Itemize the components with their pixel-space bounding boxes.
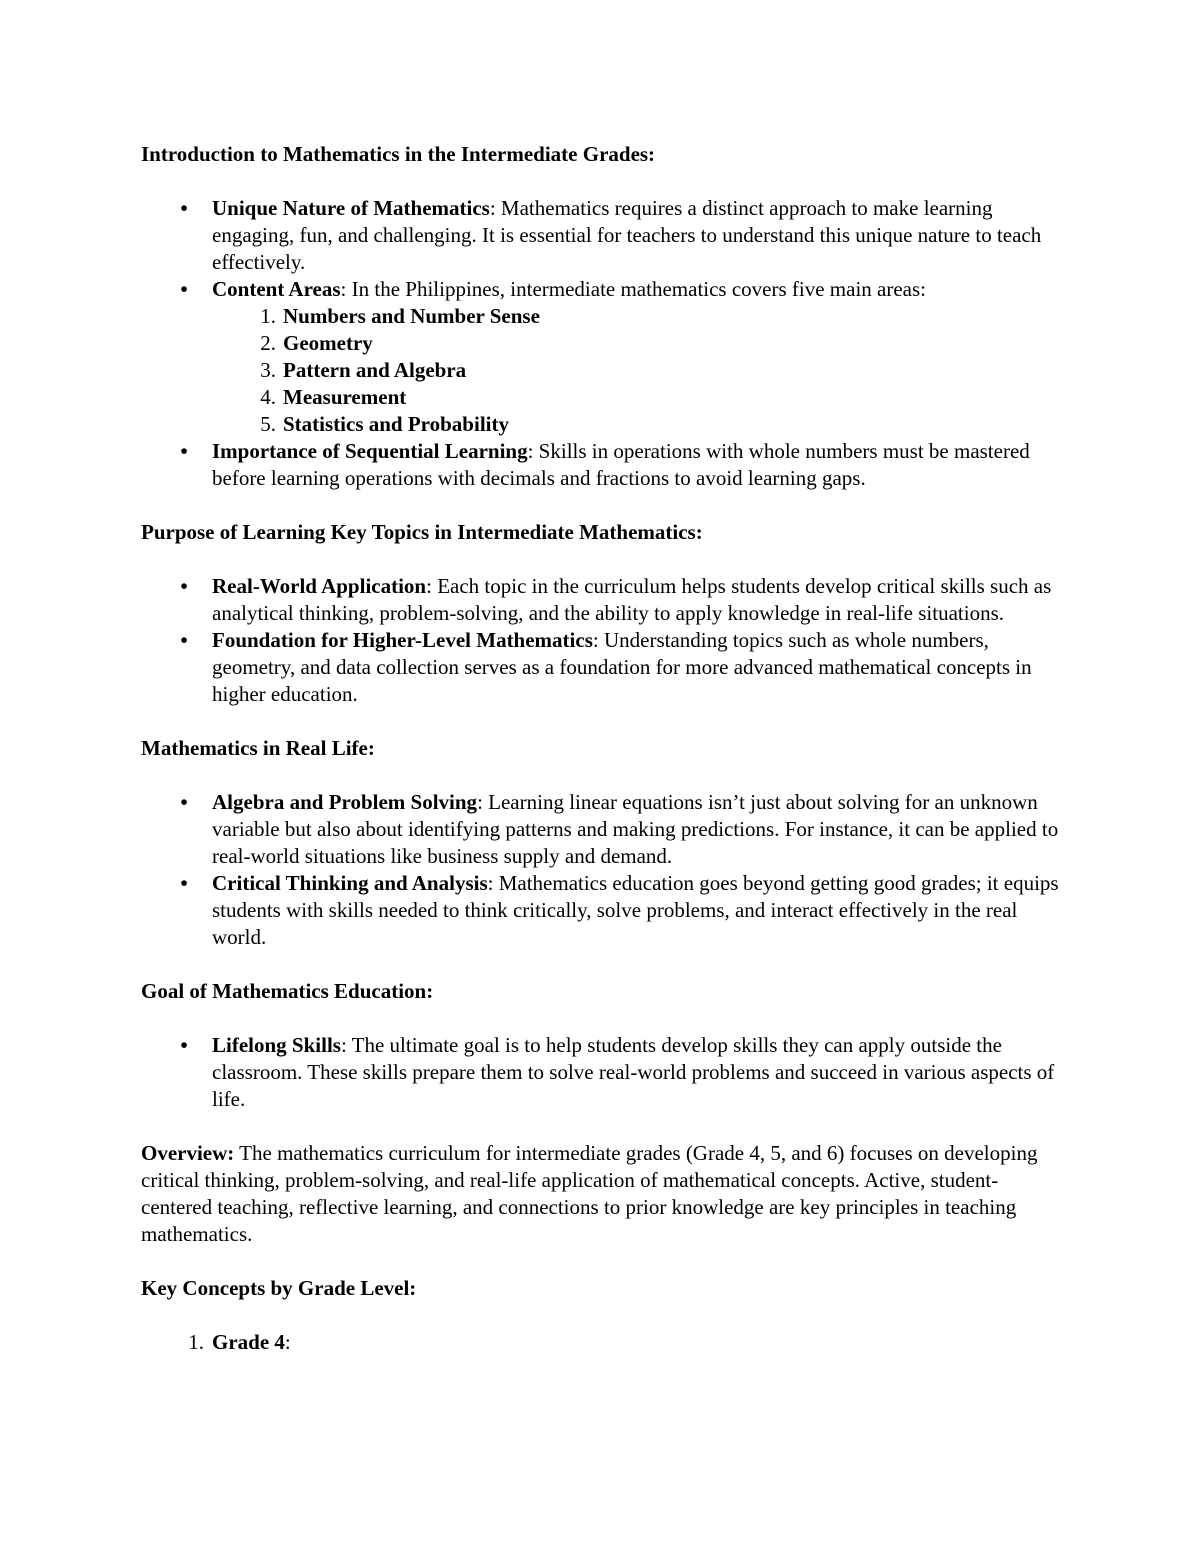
item-term: Algebra and Problem Solving xyxy=(212,790,478,814)
list-item xyxy=(141,627,1061,708)
item-text: : Each topic in the curriculum helps students develop critical skills such as analytical thinking, problem-solving, and the ability to apply knowledge in real-life situations. xyxy=(212,574,1052,625)
item-term: Lifelong Skills xyxy=(212,1033,341,1057)
bullet-list xyxy=(141,789,1061,951)
item-label: Pattern and Algebra xyxy=(283,358,467,382)
item-text: : Learning linear equations isn’t just about solving for an unknown variable but also about identifying patterns and making predictions. For instance, it can be applied to real-world situations like business supply and demand. xyxy=(212,790,1059,868)
bullet-icon: • xyxy=(180,871,188,895)
bullet-icon: • xyxy=(180,196,188,220)
item-number: 2. xyxy=(260,331,276,355)
item-label: Statistics and Probability xyxy=(283,412,509,436)
bullet-icon: • xyxy=(180,628,188,652)
item-term: Critical Thinking and Analysis xyxy=(212,871,488,895)
item-number: 1. xyxy=(260,304,276,328)
section-heading: Mathematics in Real Life: xyxy=(141,736,375,760)
section-heading: Introduction to Mathematics in the Intermediate Grades: xyxy=(141,142,656,166)
bullet-icon: • xyxy=(180,1033,188,1057)
item-suffix: : xyxy=(284,1330,291,1354)
item-label: Numbers and Number Sense xyxy=(283,304,540,328)
list-item xyxy=(141,573,1061,627)
item-term: Real-World Application xyxy=(212,574,427,598)
bullet-list xyxy=(141,573,1061,708)
list-item xyxy=(141,789,1061,870)
bullet-icon: • xyxy=(180,790,188,814)
list-item xyxy=(141,438,1061,492)
item-label: Measurement xyxy=(283,385,407,409)
overview-text: The mathematics curriculum for intermediate grades (Grade 4, 5, and 6) focuses on developing critical thinking, problem-solving, and real-life application of mathematical concepts. Active, student-centered teaching, reflective learning, and connections to prior knowledge are key principles in teaching mathematics. xyxy=(141,1141,1038,1246)
list-item xyxy=(212,303,1061,330)
item-label: Grade 4 xyxy=(212,1330,285,1354)
item-text: : Mathematics education goes beyond getting good grades; it equips students with skills needed to think critically, solve problems, and interact effectively in the real world. xyxy=(212,871,1059,949)
list-item xyxy=(141,276,1061,438)
bullet-icon: • xyxy=(180,574,188,598)
item-term: Foundation for Higher-Level Mathematics xyxy=(212,628,593,652)
bullet-list xyxy=(141,1032,1061,1113)
list-item xyxy=(141,195,1061,276)
grade-level-list xyxy=(141,1329,1061,1356)
content-areas-list xyxy=(212,303,1061,438)
item-text: : In the Philippines, intermediate mathematics covers five main areas: xyxy=(340,277,927,301)
list-item xyxy=(141,1329,1061,1356)
item-text: : Understanding topics such as whole numbers, geometry, and data collection serves as a foundation for more advanced mathematical concepts in higher education. xyxy=(212,628,1032,706)
list-item xyxy=(212,411,1061,438)
item-number: 3. xyxy=(260,358,276,382)
item-term: Unique Nature of Mathematics xyxy=(212,196,490,220)
bullet-icon: • xyxy=(180,277,188,301)
list-item xyxy=(212,384,1061,411)
document-body xyxy=(141,141,1061,1356)
section-heading: Goal of Mathematics Education: xyxy=(141,979,434,1003)
item-text: : Skills in operations with whole numbers must be mastered before learning operations with decimals and fractions to avoid learning gaps. xyxy=(212,439,1030,490)
section-heading: Purpose of Learning Key Topics in Intermediate Mathematics: xyxy=(141,520,703,544)
item-text: : Mathematics requires a distinct approach to make learning engaging, fun, and challenging. It is essential for teachers to understand this unique nature to teach effectively. xyxy=(212,196,1042,274)
list-item xyxy=(141,1032,1061,1113)
item-number: 1. xyxy=(188,1330,204,1354)
section-heading: Key Concepts by Grade Level: xyxy=(141,1276,417,1300)
overview-paragraph xyxy=(141,1140,1061,1248)
bullet-icon: • xyxy=(180,439,188,463)
item-number: 5. xyxy=(260,412,276,436)
list-item xyxy=(212,357,1061,384)
bullet-list xyxy=(141,195,1061,492)
list-item xyxy=(212,330,1061,357)
list-item xyxy=(141,870,1061,951)
item-number: 4. xyxy=(260,385,276,409)
item-term: Importance of Sequential Learning xyxy=(212,439,528,463)
item-term: Content Areas xyxy=(212,277,341,301)
item-label: Geometry xyxy=(283,331,373,355)
overview-label: Overview: xyxy=(141,1141,235,1165)
item-text: : The ultimate goal is to help students develop skills they can apply outside the classroom. These skills prepare them to solve real-world problems and succeed in various aspects of life. xyxy=(212,1033,1055,1111)
